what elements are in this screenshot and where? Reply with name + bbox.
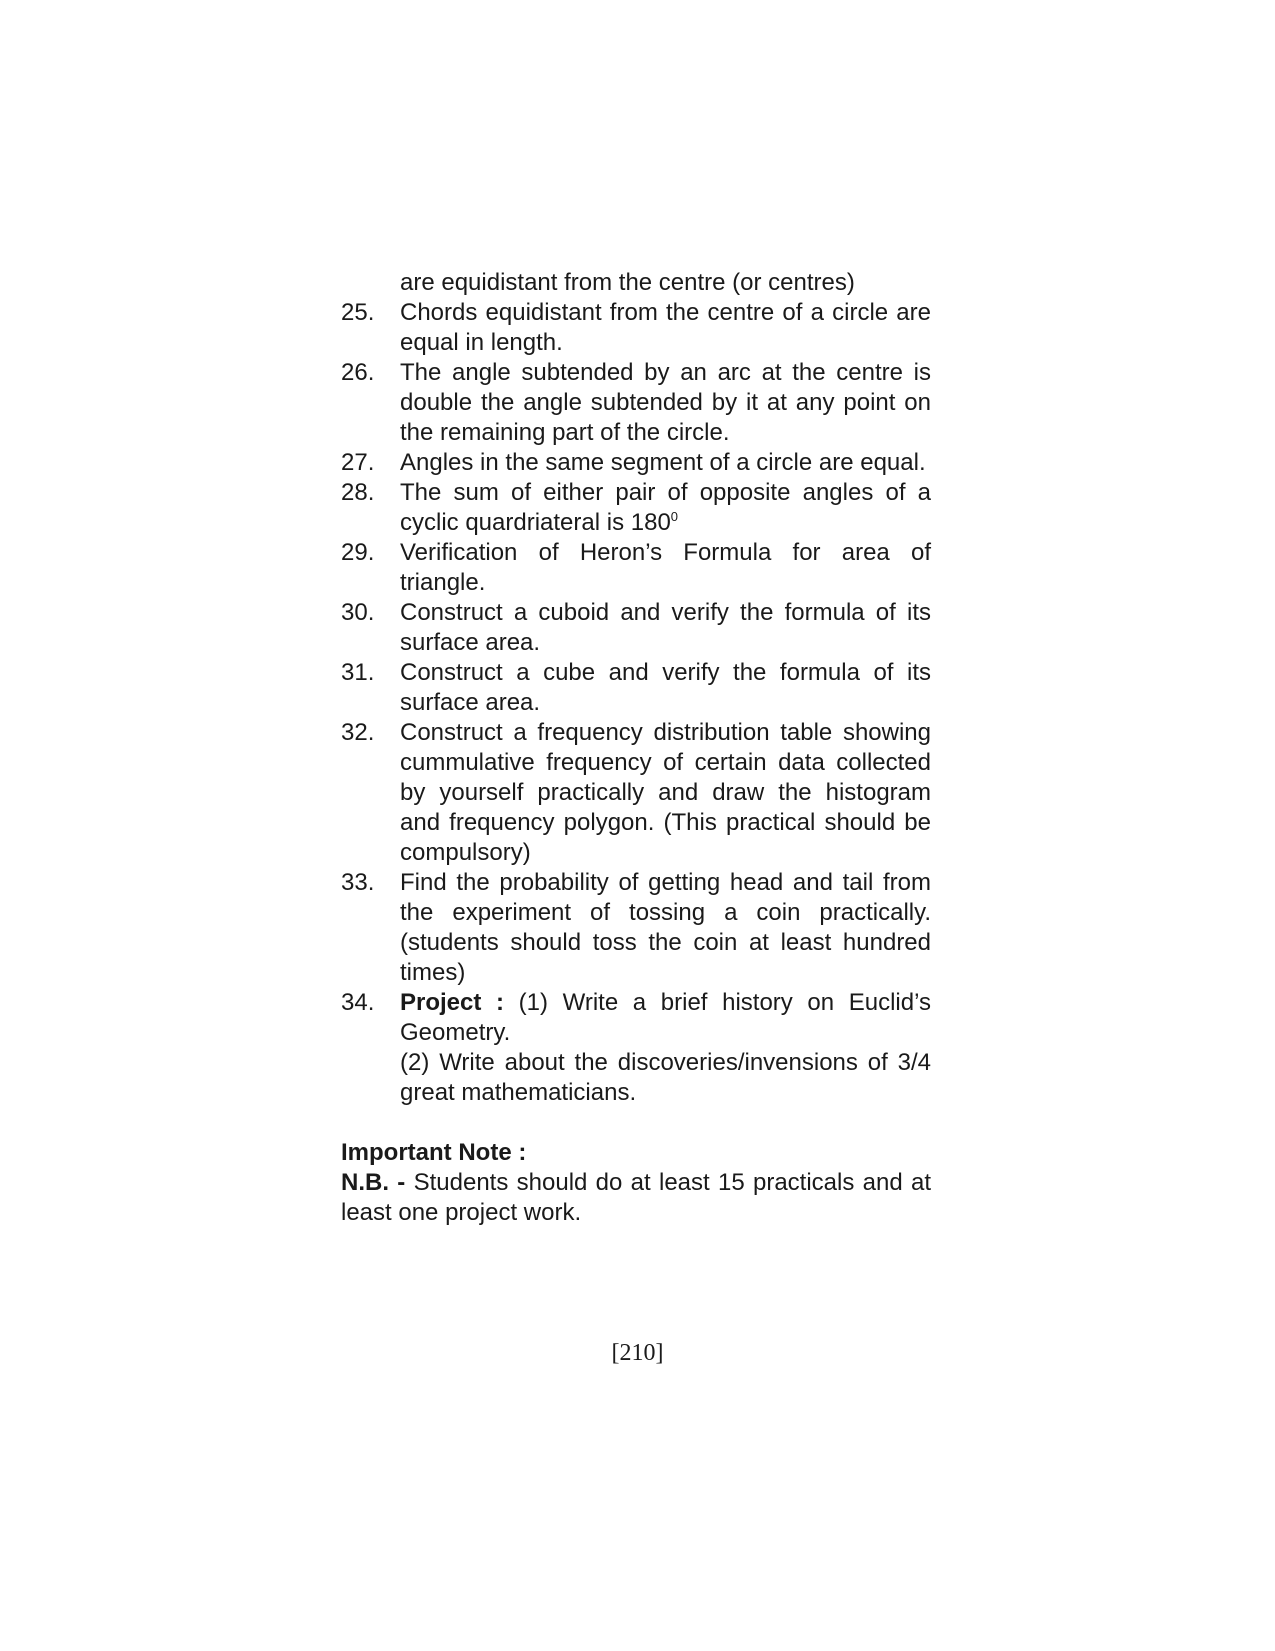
page-number: [210]	[611, 1340, 664, 1366]
item-number: 32.	[341, 719, 375, 746]
item-number: 34.	[341, 989, 375, 1016]
project-label: Project :	[400, 989, 504, 1016]
nb-text: Students should do at least 15 practicals and at least one project work.	[341, 1169, 931, 1226]
item-text: Construct a frequency distribution table showing cummulative frequency of certain data collected by yourself practically and draw the histogram and frequency polygon. (This practical should be compulsory)	[400, 719, 931, 866]
item-number: 31.	[341, 659, 375, 686]
nb-line	[341, 1168, 931, 1228]
item-text: Verification of Heron’s Formula for area of triangle.	[400, 539, 931, 596]
item-number: 26.	[341, 359, 375, 386]
important-note	[341, 1138, 931, 1228]
list-item	[341, 358, 931, 448]
practicals-list	[341, 268, 931, 1228]
item-number: 28.	[341, 479, 375, 506]
note-heading: Important Note :	[341, 1139, 527, 1166]
project-part-2: (2) Write about the discoveries/invensions of 3/4 great mathematicians.	[400, 1049, 931, 1106]
project-item	[341, 988, 931, 1108]
list-item	[341, 448, 931, 478]
degree-superscript: 0	[670, 509, 679, 524]
item-text: Chords equidistant from the centre of a circle are equal in length.	[400, 299, 931, 356]
project-part-1-text: (1) Write a brief history on Euclid’s Geometry.	[400, 989, 931, 1046]
list-item	[341, 538, 931, 598]
item-text: Find the probability of getting head and tail from the experiment of tossing a coin practically. (students should toss the coin at least hundred times)	[400, 869, 931, 986]
nb-label: N.B. -	[341, 1169, 406, 1196]
item-text: The sum of either pair of opposite angles of a cyclic quardriateral is 180	[400, 479, 931, 536]
project-text	[400, 988, 931, 1108]
item-text: Construct a cube and verify the formula of its surface area.	[400, 659, 931, 716]
item-number: 25.	[341, 299, 375, 326]
list-item	[341, 868, 931, 988]
list-item	[341, 598, 931, 658]
list-item	[341, 718, 931, 868]
item-number: 33.	[341, 869, 375, 896]
item-number: 29.	[341, 539, 375, 566]
item-number: 27.	[341, 449, 375, 476]
item-number: 30.	[341, 599, 375, 626]
list-item	[341, 478, 931, 538]
item-text: Construct a cuboid and verify the formula of its surface area.	[400, 599, 931, 656]
list-item	[341, 298, 931, 358]
list-item	[341, 658, 931, 718]
continuation-line: are equidistant from the centre (or centres)	[400, 269, 855, 296]
item-text: The angle subtended by an arc at the centre is double the angle subtended by it at any point on the remaining part of the circle.	[400, 359, 931, 446]
item-text-wrapper	[400, 478, 931, 538]
project-part-1	[400, 988, 931, 1048]
item-text: Angles in the same segment of a circle are equal.	[400, 449, 926, 476]
